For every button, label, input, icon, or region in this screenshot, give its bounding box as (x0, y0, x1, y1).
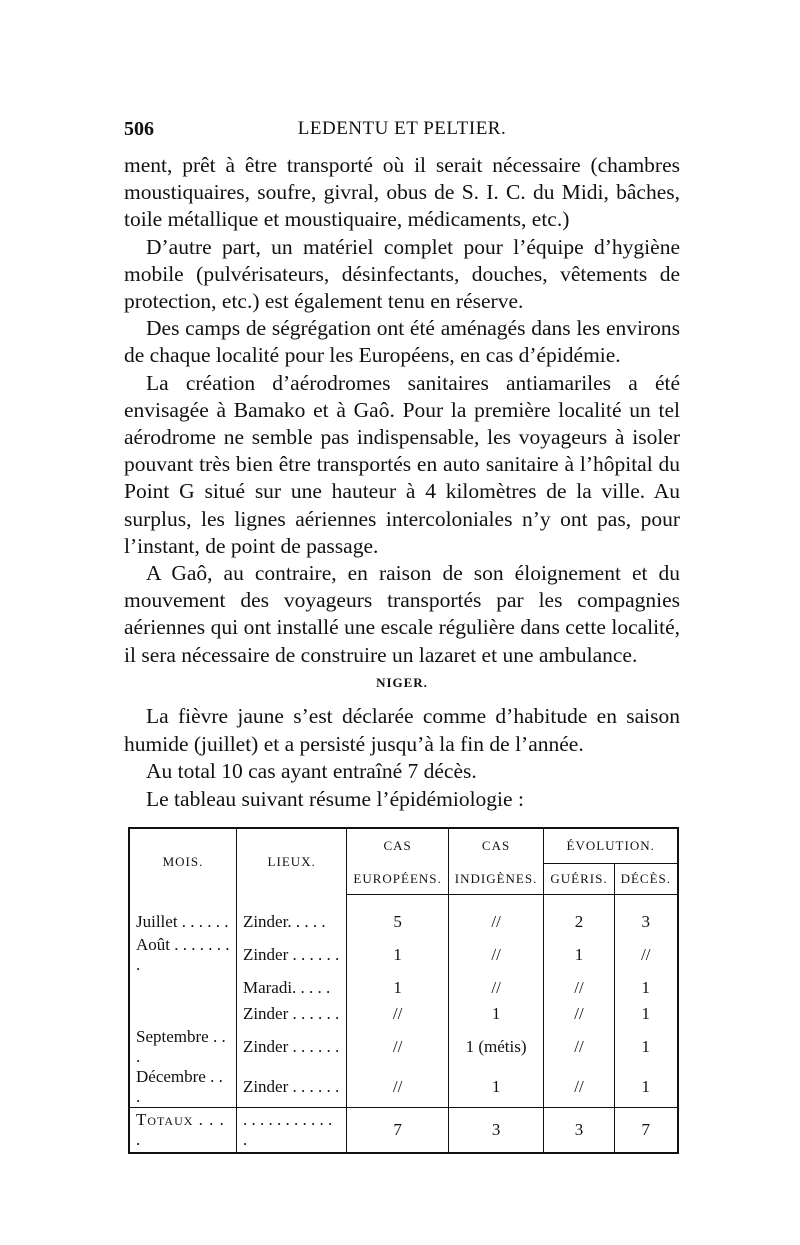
cell-indigenes: 1 (métis) (448, 1027, 544, 1067)
cell-deces: 3 (614, 895, 678, 936)
cell-indigenes: // (448, 935, 544, 975)
cell-gueris: // (544, 1001, 614, 1027)
cell-mois (129, 1001, 236, 1027)
cell-gueris: // (544, 975, 614, 1001)
cell-mois: Août . . . . . . . . (129, 935, 236, 975)
header-deces: DÉCÈS. (614, 864, 678, 895)
cell-deces: 1 (614, 1067, 678, 1108)
totals-lieu: . . . . . . . . . . . . (236, 1108, 346, 1154)
table-row (129, 1067, 678, 1108)
header-cas-indigenes-bottom: INDIGÈNES. (448, 864, 544, 895)
cell-mois: Juillet . . . . . . (129, 895, 236, 936)
totals-deces: 7 (614, 1108, 678, 1154)
cell-indigenes: // (448, 895, 544, 936)
paragraph: La création d’aérodromes sanitaires antiamariles a été envisagée à Bamako et à Gaô. Pour la première localité un tel aérodrome ne semble pas indispensable, les voyageurs à isoler pouvant très bien être transportés en auto sanitaire à l’hôpital du Point G situé sur une hauteur à 4 kilomètres de la ville. Au surplus, les lignes aériennes intercoloniales n’y ont pas, pour l’instant, de point de passage. (124, 370, 680, 558)
body-text-niger (124, 703, 680, 813)
cell-europeens: 1 (347, 935, 448, 975)
page-header (124, 118, 680, 146)
cell-lieu: Zinder . . . . . . (236, 1027, 346, 1067)
header-evolution: ÉVOLUTION. (544, 828, 678, 864)
header-cas-europeens-bottom: EUROPÉENS. (347, 864, 448, 895)
paragraph: Le tableau suivant résume l’épidémiologie : (146, 786, 524, 811)
totals-row (129, 1108, 678, 1154)
cell-gueris: 1 (544, 935, 614, 975)
cell-mois: Décembre . . . (129, 1067, 236, 1108)
table-row (129, 935, 678, 975)
cell-gueris: 2 (544, 895, 614, 936)
cell-europeens: // (347, 1067, 448, 1108)
cell-gueris: // (544, 1027, 614, 1067)
table-row (129, 895, 678, 936)
cell-lieu: Zinder. . . . . (236, 895, 346, 936)
page-number: 506 (124, 118, 154, 140)
cell-europeens: 5 (347, 895, 448, 936)
cell-lieu: Zinder . . . . . . (236, 1067, 346, 1108)
paragraph: Au total 10 cas ayant entraîné 7 décès. (146, 759, 477, 784)
table-row (129, 1027, 678, 1067)
table-row (129, 1001, 678, 1027)
paragraph: La fièvre jaune s’est déclarée comme d’habitude en saison humide (juillet) et a persisté jusqu’à la fin de l’année. (124, 704, 680, 756)
paragraph: A Gaô, au contraire, en raison de son éloignement et du mouvement des voyageurs transportés par les compagnies aériennes qui ont installé une escale régulière dans cette localité, il sera nécessaire de construire un lazaret et une ambulance. (124, 561, 680, 667)
cell-lieu: Zinder . . . . . . (236, 935, 346, 975)
cell-mois (129, 975, 236, 1001)
body-text (124, 152, 680, 669)
header-lieux: LIEUX. (236, 828, 346, 895)
totals-label: Totaux . . . . (129, 1108, 236, 1154)
cell-indigenes: 1 (448, 1001, 544, 1027)
header-cas-indigenes-top: CAS (448, 828, 544, 864)
paragraph: ment, prêt à être transporté où il serait nécessaire (chambres moustiquaires, soufre, givral, obus de S. I. C. du Midi, bâches, toile métallique et moustiquaire, médicaments, etc.) (124, 153, 680, 232)
header-mois: MOIS. (129, 828, 236, 895)
paragraph: D’autre part, un matériel complet pour l’équipe d’hygiène mobile (pulvérisateurs, désinfectants, douches, vêtements de protection, etc.) est également tenu en réserve. (124, 234, 680, 314)
cell-lieu: Zinder . . . . . . (236, 1001, 346, 1027)
table-row (129, 975, 678, 1001)
header-gueris: GUÉRIS. (544, 864, 614, 895)
header-cas-europeens-top: CAS (347, 828, 448, 864)
epidemiology-table (128, 827, 679, 1154)
paragraph: Des camps de ségrégation ont été aménagés dans les environs de chaque localité pour les Européens, en cas d’épidémie. (124, 316, 680, 368)
cell-deces: 1 (614, 1001, 678, 1027)
totals-gueris: 3 (544, 1108, 614, 1154)
cell-deces: 1 (614, 975, 678, 1001)
running-head: LEDENTU ET PELTIER. (297, 118, 507, 139)
totals-europeens: 7 (347, 1108, 448, 1154)
section-title: NIGER. (376, 675, 428, 690)
cell-deces: // (614, 935, 678, 975)
cell-gueris: // (544, 1067, 614, 1108)
cell-europeens: // (347, 1001, 448, 1027)
cell-europeens: 1 (347, 975, 448, 1001)
cell-mois: Septembre . . . (129, 1027, 236, 1067)
cell-indigenes: // (448, 975, 544, 1001)
cell-deces: 1 (614, 1027, 678, 1067)
totals-indigenes: 3 (448, 1108, 544, 1154)
cell-lieu: Maradi. . . . . (236, 975, 346, 1001)
cell-europeens: // (347, 1027, 448, 1067)
cell-indigenes: 1 (448, 1067, 544, 1108)
